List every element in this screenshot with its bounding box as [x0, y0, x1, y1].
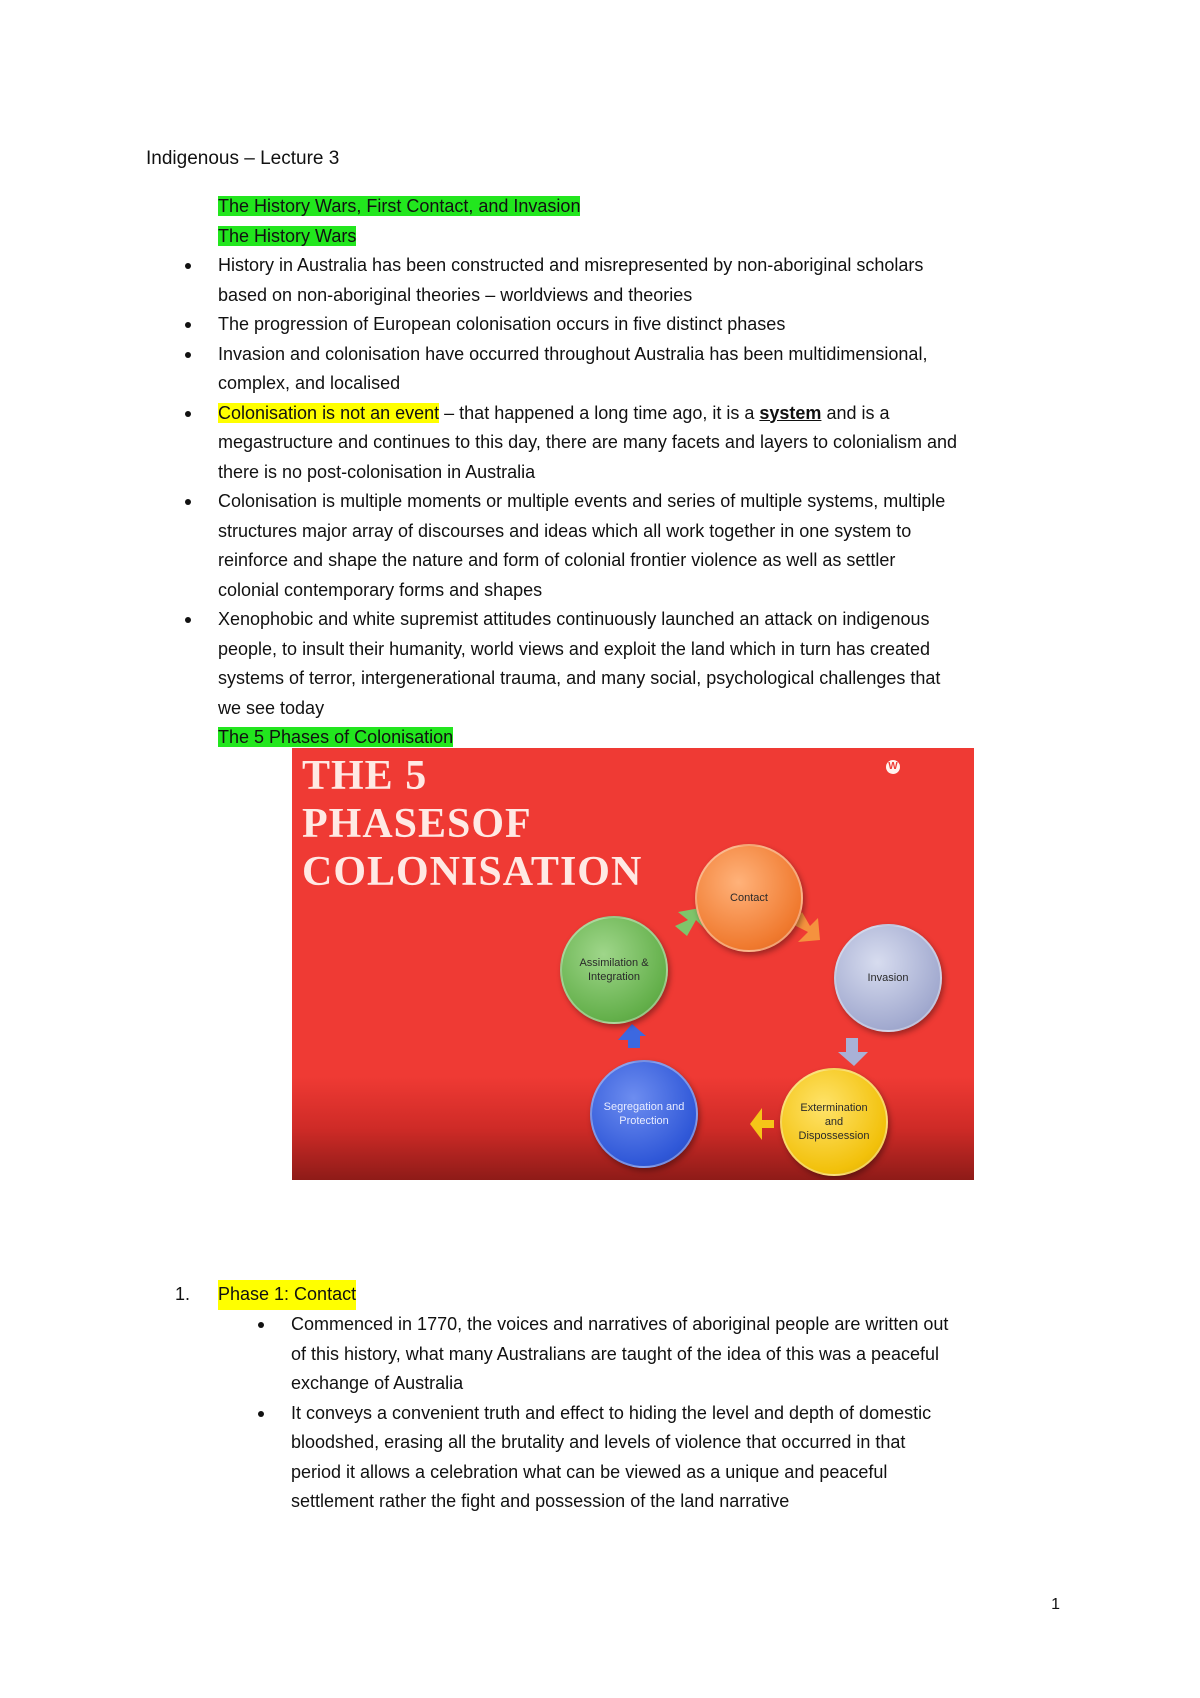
main-content [218, 192, 1078, 753]
list-item: It conveys a convenient truth and effect to hiding the level and depth of domestic bloodshed, erasing all the brutality and levels of violence that occurred in that period it allows a celebration what can be viewed as a unique and peaceful settlement rather the fight and possession of the land narrative [291, 1399, 1077, 1517]
phase-extermination-node: Extermination and Dispossession [780, 1068, 888, 1176]
section-heading: The History Wars, First Contact, and Invasion [218, 196, 581, 216]
phase-label: Phase 1: Contact [218, 1280, 356, 1310]
subsection-heading: The History Wars [218, 225, 357, 246]
subsection-heading: The 5 Phases of Colonisation [218, 727, 454, 747]
emphasis-word: system [759, 402, 822, 423]
page-number: 1 [1051, 1596, 1060, 1613]
list-item: Colonisation is not an event – that happened a long time ago, it is a system and is a megastructure and continues to this day, there are many facets and layers to colonialism and there is no post-colonisation in Australia [218, 399, 1078, 488]
phase-invasion-node: Invasion [834, 924, 942, 1032]
list-item: Xenophobic and white supremist attitudes continuously launched an attack on indigenous people, to insult their humanity, world views and exploit the land which in turn has created systems of terror, intergenerational trauma, and many social, psychological challenges that we see today [218, 605, 1078, 723]
phase-1-list [291, 1310, 1077, 1517]
page-title: Indigenous – Lecture 3 [146, 148, 340, 169]
phases-diagram-image [292, 748, 974, 1180]
arrow-icon [750, 1108, 774, 1140]
list-item: Invasion and colonisation have occurred throughout Australia has been multidimensional, complex, and localised [218, 340, 1078, 399]
phase-assimilation-node: Assimilation & Integration [560, 916, 668, 1024]
list-number: 1. [175, 1284, 191, 1304]
phase-contact-node: Contact [695, 844, 803, 952]
arrow-icon [618, 1024, 646, 1048]
phase-segregation-node: Segregation and Protection [590, 1060, 698, 1168]
phase-1-content [291, 1310, 1077, 1517]
list-item: Colonisation is multiple moments or multiple events and series of multiple systems, multiple structures major array of discourses and ideas which all work together in one system to reinforce and shape the nature and form of colonial frontier violence as well as settler colonial contemporary forms and shapes [218, 487, 1078, 605]
list-item: Commenced in 1770, the voices and narratives of aboriginal people are written out of this history, what many Australians are taught of the idea of this was a peaceful exchange of Australia [291, 1310, 1077, 1399]
history-wars-list [218, 251, 1078, 723]
list-item: The progression of European colonisation occurs in five distinct phases [218, 310, 1078, 340]
diagram-title: THE 5 PHASESOF COLONISATION [302, 753, 643, 895]
highlighted-phrase: Colonisation is not an event [218, 402, 440, 423]
university-logo: W [886, 760, 900, 774]
list-item: History in Australia has been constructed and misrepresented by non-aboriginal scholars based on non-aboriginal theories – worldviews and theories [218, 251, 1078, 310]
arrow-icon [838, 1038, 868, 1066]
